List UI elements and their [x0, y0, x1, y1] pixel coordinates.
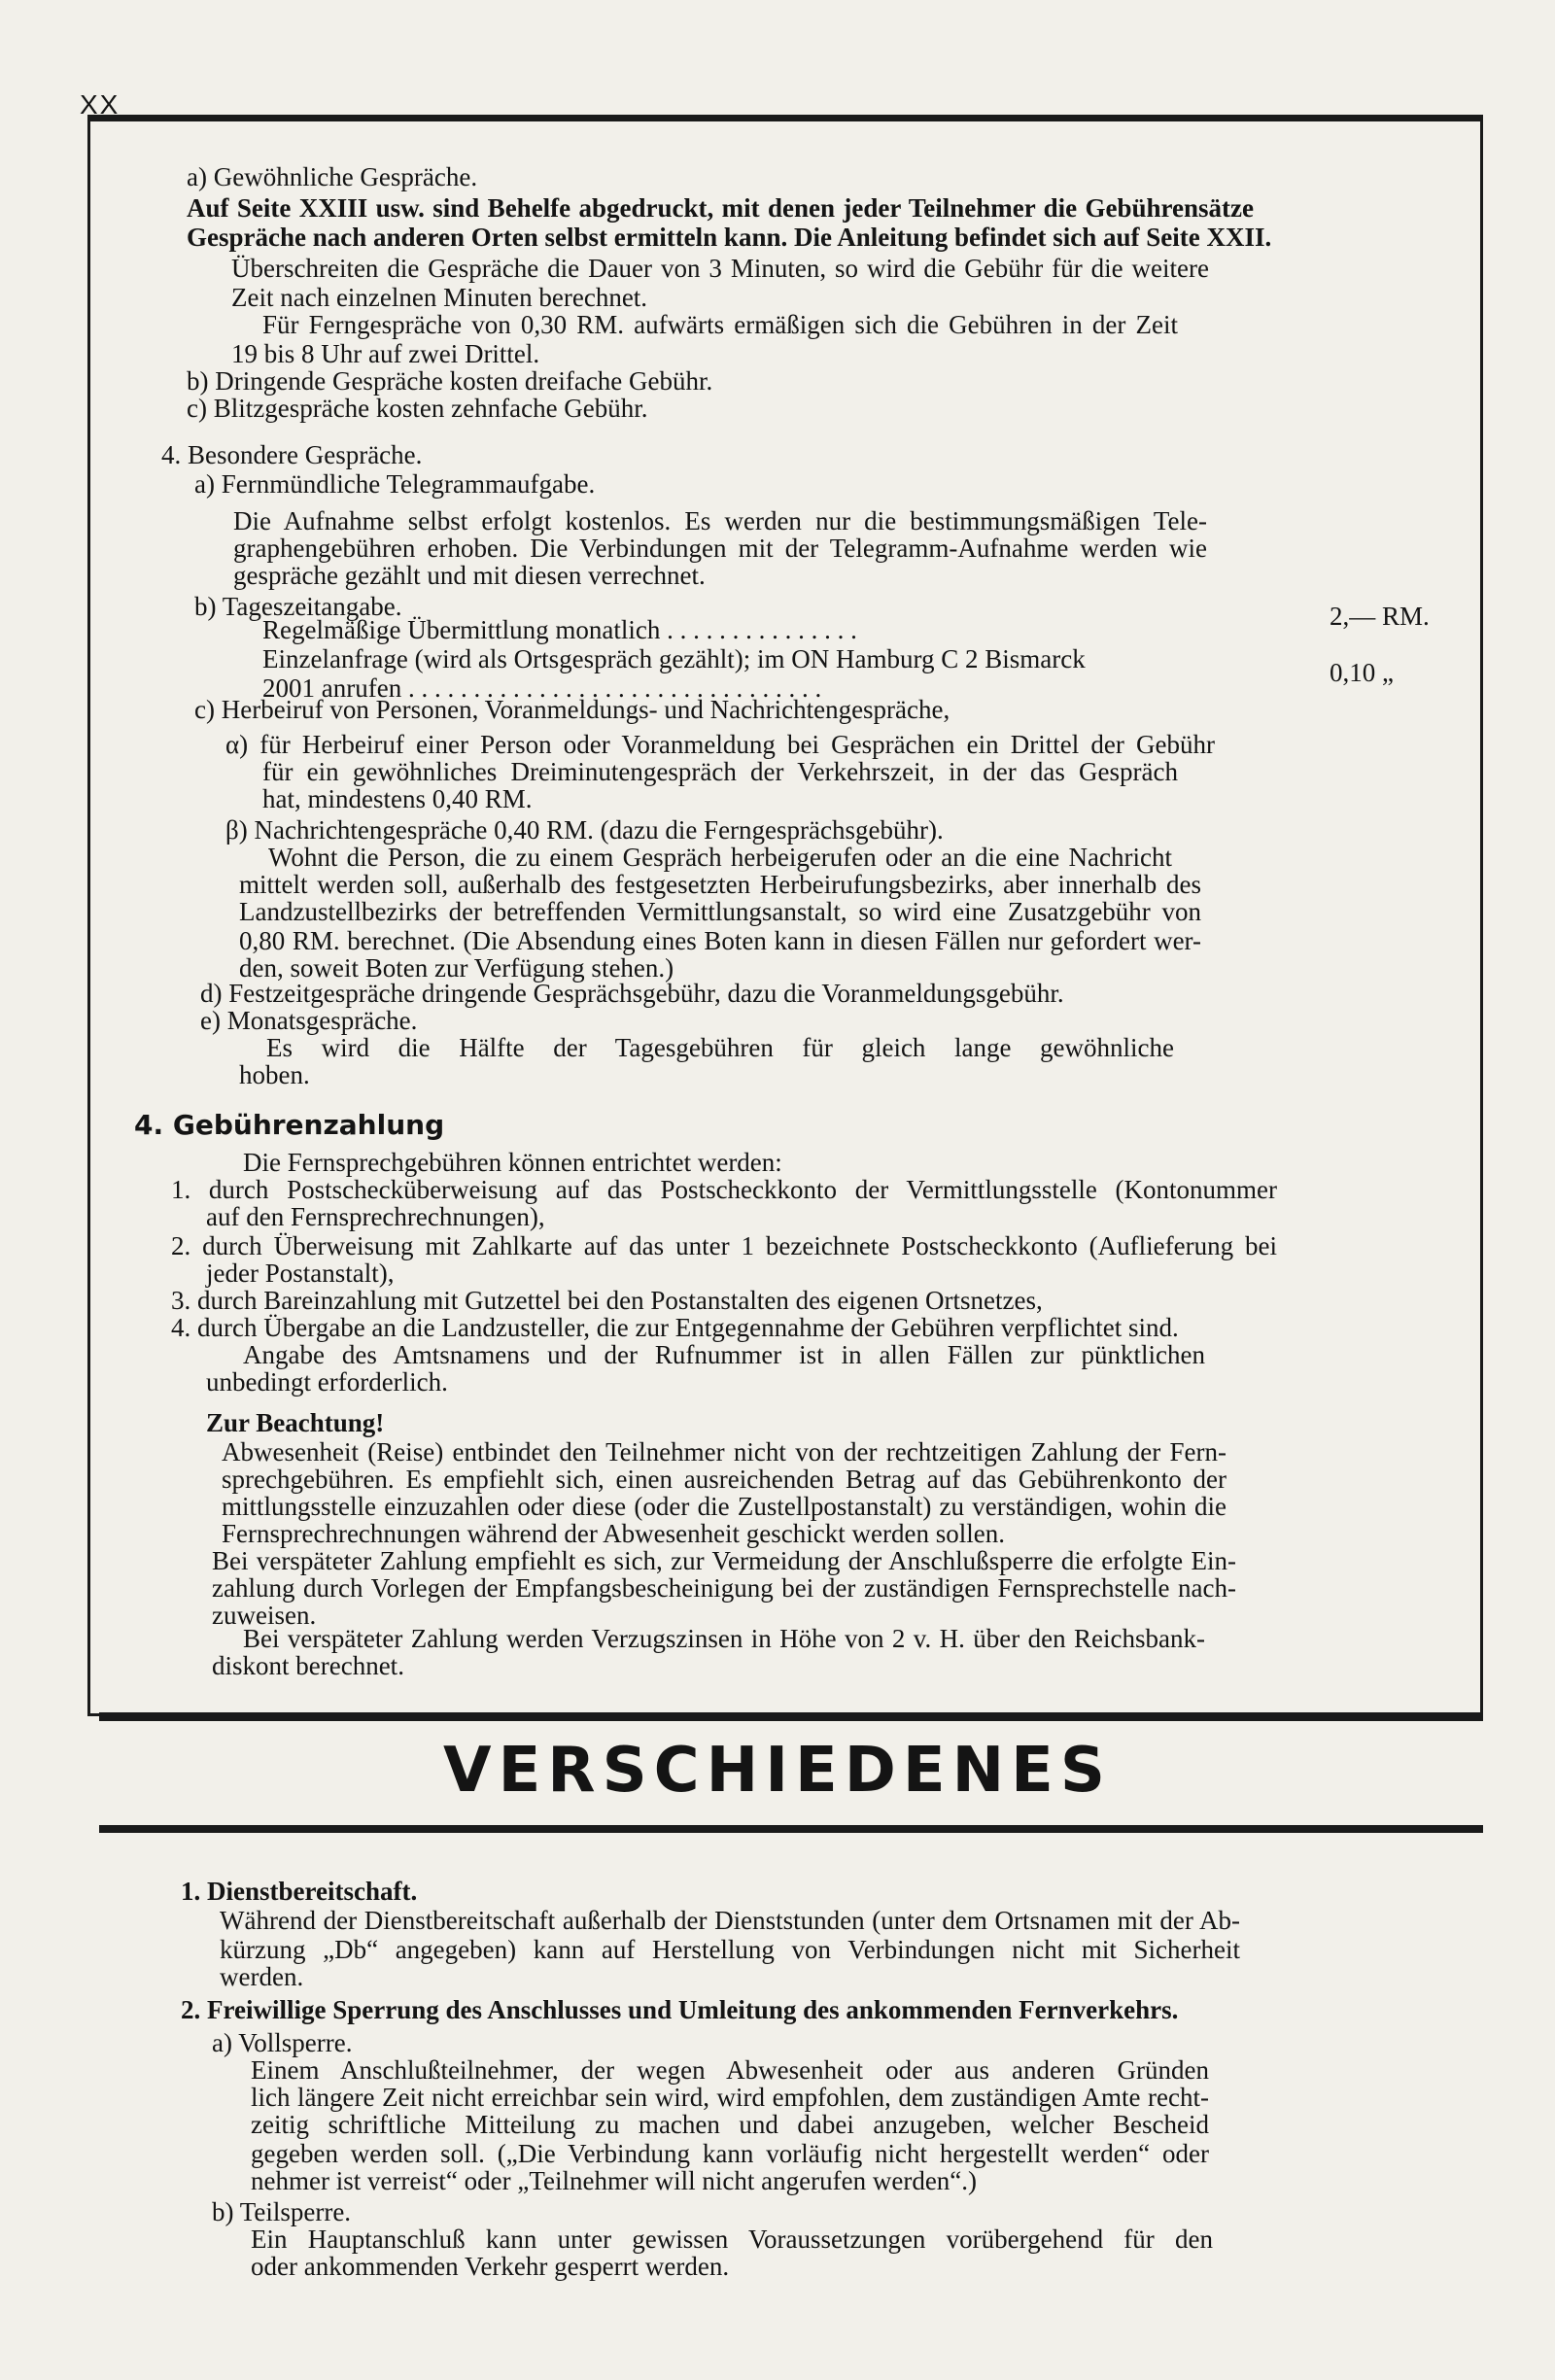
text-line: 4. durch Übergabe an die Landzusteller, die zur Entgegennahme der Gebühren verpflichtet sind.	[171, 1313, 1179, 1342]
text-line: Abwesenheit (Reise) entbindet den Teilnehmer nicht von der rechtzeitigen Zahlung der Fern-	[222, 1437, 1227, 1466]
section-divider-bottom	[99, 1825, 1483, 1833]
text-line: 0,80 RM. berechnet. (Die Absendung eines Boten kann in diesen Fällen nur gefordert wer-	[239, 926, 1201, 955]
text-line: sprechgebühren. Es empfiehlt sich, einen ausreichenden Betrag auf das Gebührenkonto der	[222, 1465, 1227, 1494]
text-line: 4. Besondere Gespräche.	[161, 440, 423, 469]
text-line: a) Vollsperre.	[212, 2028, 353, 2057]
text-line: e) Monatsgespräche.	[200, 1006, 418, 1035]
text-line: gegeben werden soll. („Die Verbindung kann vorläufig nicht hergestellt werden“ oder	[251, 2139, 1209, 2168]
text-line: hat, mindestens 0,40 RM.	[262, 784, 533, 813]
text-line: den, soweit Boten zur Verfügung stehen.)	[239, 953, 674, 983]
text-line: für ein gewöhnliches Dreiminutengespräch der Verkehrszeit, in der das Gespräch	[262, 757, 1178, 786]
text-line: c) Herbeiruf von Personen, Voranmeldungs- und Nachrichtengespräche,	[194, 695, 950, 724]
text-line: Regelmäßige Übermittlung monatlich . . . . . . . . . . . . . . .	[262, 615, 857, 644]
text-line: Gespräche nach anderen Orten selbst ermitteln kann. Die Anleitung befindet sich auf Seite XXII.	[187, 223, 1272, 252]
text-line: Die Fernsprechgebühren können entrichtet werden:	[243, 1148, 782, 1177]
text-line: oder ankommenden Verkehr gesperrt werden.	[251, 2252, 730, 2281]
text-line: Es wird die Hälfte der Tagesgebühren für gleich lange gewöhnliche	[266, 1033, 1174, 1062]
text-line: b) Teilsperre.	[212, 2197, 352, 2226]
text-line: mittelt werden soll, außerhalb des festgesetzten Herbeirufungsbezirks, aber innerhalb des	[239, 870, 1201, 899]
text-line: Angabe des Amtsnamens und der Rufnummer ist in allen Fällen zur pünktlichen	[243, 1340, 1205, 1369]
text-line: hoben.	[239, 1060, 310, 1089]
text-line: 4. Gebührenzahlung	[134, 1109, 445, 1141]
text-line: graphengebühren erhoben. Die Verbindungen mit der Telegramm-Aufnahme werden wie	[233, 534, 1207, 563]
text-line: Auf Seite XXIII usw. sind Behelfe abgedruckt, mit denen jeder Teilnehmer die Gebührensätze	[187, 193, 1254, 223]
text-line: Zur Beachtung!	[206, 1408, 385, 1437]
text-line: 19 bis 8 Uhr auf zwei Drittel.	[231, 339, 540, 368]
text-line: lich längere Zeit nicht erreichbar sein wird, wird empfohlen, dem zuständigen Amte recht-	[251, 2083, 1209, 2112]
text-line: Landzustellbezirks der betreffenden Vermittlungsanstalt, so wird eine Zusatzgebühr von	[239, 897, 1201, 926]
text-line: c) Blitzgespräche kosten zehnfache Gebühr.	[187, 394, 648, 423]
text-line: 1. durch Postschecküberweisung auf das Postscheckkonto der Vermittlungsstelle (Kontonummer	[171, 1175, 1277, 1204]
text-line: 3. durch Bareinzahlung mit Gutzettel bei den Postanstalten des eigenen Ortsnetzes,	[171, 1286, 1043, 1315]
text-line: d) Festzeitgespräche dringende Gesprächsgebühr, dazu die Voranmeldungsgebühr.	[200, 979, 1064, 1008]
text-line: auf den Fernsprechrechnungen),	[206, 1202, 545, 1231]
text-line: Für Ferngespräche von 0,30 RM. aufwärts ermäßigen sich die Gebühren in der Zeit	[262, 310, 1178, 339]
text-line: a) Gewöhnliche Gespräche.	[187, 162, 478, 191]
text-line: 2. durch Überweisung mit Zahlkarte auf das unter 1 bezeichnete Postscheckkonto (Auflieferung bei	[171, 1231, 1277, 1260]
text-line: Die Aufnahme selbst erfolgt kostenlos. Es werden nur die bestimmungsmäßigen Tele-	[233, 506, 1207, 535]
text-line: zahlung durch Vorlegen der Empfangsbescheinigung bei der zuständigen Fernsprechstelle nach-	[212, 1573, 1236, 1603]
text-line: gespräche gezählt und mit diesen verrechnet.	[233, 561, 706, 590]
text-line: mittlungsstelle einzuzahlen oder diese (oder die Zustellpostanstalt) zu verständigen, wohin die	[222, 1492, 1227, 1521]
text-line: a) Fernmündliche Telegrammaufgabe.	[194, 469, 596, 499]
text-line: Zeit nach einzelnen Minuten berechnet.	[231, 283, 648, 312]
text-line: kürzung „Db“ angegeben) kann auf Herstellung von Verbindungen nicht mit Sicherheit	[220, 1935, 1240, 1964]
text-line: 2001 anrufen . . . . . . . . . . . . . . . . . . . . . . . . . . . . . . . .	[262, 673, 822, 703]
text-line: 1. Dienstbereitschaft.	[181, 1877, 418, 1906]
text-line: nehmer ist verreist“ oder „Teilnehmer will nicht angerufen werden“.)	[251, 2166, 978, 2195]
page-number: XX	[80, 89, 121, 120]
text-line: α) für Herbeiruf einer Person oder Voranmeldung bei Gesprächen ein Drittel der Gebühr	[225, 730, 1215, 759]
text-line: zeitig schriftliche Mitteilung zu machen und dabei anzugeben, welcher Bescheid	[251, 2110, 1209, 2139]
text-line: b) Tageszeitangabe.	[194, 592, 402, 621]
text-line: Einzelanfrage (wird als Ortsgespräch gezählt); im ON Hamburg C 2 Bismarck	[262, 644, 1086, 673]
text-line: Fernsprechrechnungen während der Abwesenheit geschickt werden sollen.	[222, 1519, 1005, 1548]
text-line: diskont berechnet.	[212, 1651, 404, 1680]
text-line: werden.	[220, 1962, 304, 1991]
text-line: Wohnt die Person, die zu einem Gespräch herbeigerufen oder an die eine Nachricht	[268, 843, 1172, 872]
text-line: Während der Dienstbereitschaft außerhalb der Dienststunden (unter dem Ortsnamen mit der Ab-	[220, 1906, 1240, 1935]
text-line: zuweisen.	[212, 1601, 317, 1630]
text-line: Bei verspäteter Zahlung empfiehlt es sich, zur Vermeidung der Anschlußsperre die erfolgte Ein-	[212, 1546, 1236, 1575]
fee-amount: 0,10 „	[1330, 658, 1394, 687]
fee-amount: 2,— RM.	[1330, 602, 1430, 631]
text-line: Überschreiten die Gespräche die Dauer von 3 Minuten, so wird die Gebühr für die weitere	[231, 254, 1209, 283]
text-line: Bei verspäteter Zahlung werden Verzugszinsen in Höhe von 2 v. H. über den Reichsbank-	[243, 1624, 1205, 1653]
section-banner-verschiedenes: VERSCHIEDENES	[443, 1735, 1112, 1807]
text-line: unbedingt erforderlich.	[206, 1367, 448, 1397]
text-line: Ein Hauptanschluß kann unter gewissen Voraussetzungen vorübergehend für den	[251, 2225, 1213, 2254]
section-divider-top	[99, 1712, 1483, 1721]
text-line: b) Dringende Gespräche kosten dreifache Gebühr.	[187, 366, 713, 396]
text-line: β) Nachrichtengespräche 0,40 RM. (dazu die Ferngesprächsgebühr).	[225, 815, 944, 845]
text-line: Einem Anschlußteilnehmer, der wegen Abwesenheit oder aus anderen Gründen	[251, 2055, 1209, 2085]
text-line: jeder Postanstalt),	[206, 1259, 395, 1288]
text-line: 2. Freiwillige Sperrung des Anschlusses und Umleitung des ankommenden Fernverkehrs.	[181, 1995, 1179, 2024]
